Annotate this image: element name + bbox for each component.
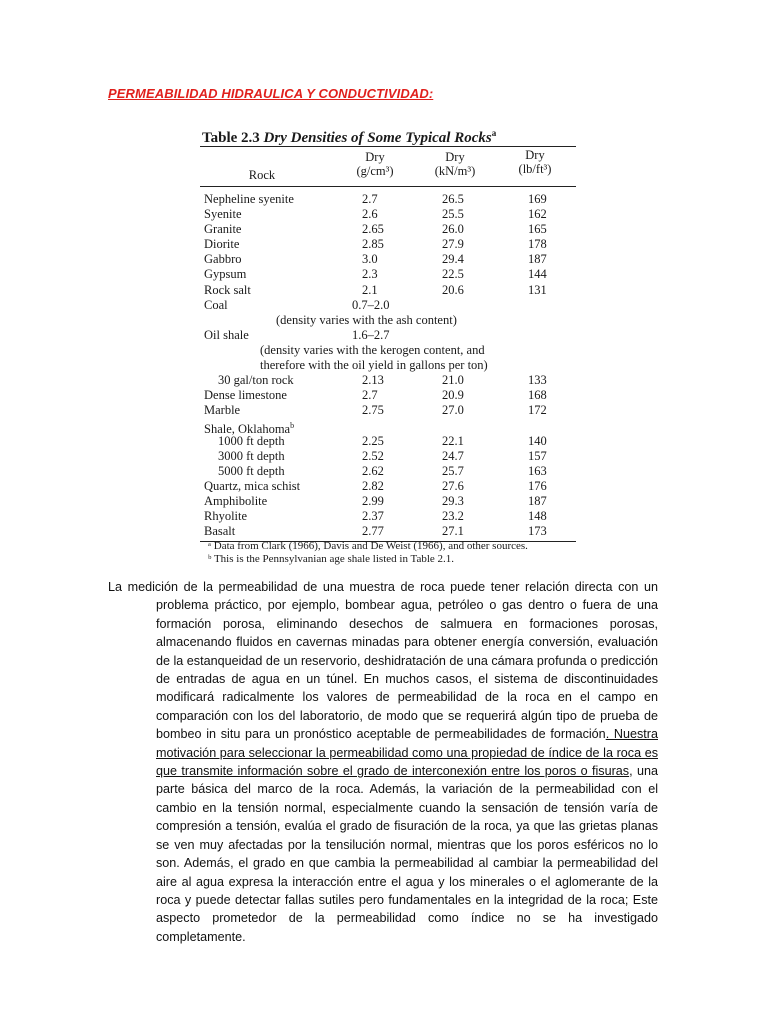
cell-gcm: 2.85 [362,237,384,252]
cell-rock [204,207,242,222]
cell-rock-name: Syenite [204,207,242,222]
table-row [196,283,576,298]
cell-rock-name: Shale, Oklahoma [204,422,291,437]
table-row [196,464,576,479]
cell-knm: 25.5 [442,207,464,222]
table-caption [202,128,496,147]
header-knm-unit: (kN/m³) [434,164,476,178]
cell-lbft: 187 [528,493,547,508]
table-row [196,509,576,524]
cell-rock-name: Gypsum [204,267,247,282]
table-row [196,494,576,509]
cell-gcm: 2.62 [362,463,384,478]
footnote-a: ᵃ Data from Clark (1966), Davis and De Weist (1966), and other sources. [208,540,528,552]
cell-knm: 22.1 [442,433,464,448]
cell-gcm: 2.25 [362,433,384,448]
cell-lbft: 144 [528,267,547,282]
table-row [196,524,576,539]
paragraph-text-1: La medición de la permeabilidad de una muestra de roca puede tener relación directa con un problema práctico, por ejemplo, bombear agua, petróleo o gas dentro o fuera de una formación porosa, eliminando desechos de salmuera en formaciones porosas, almacenando fluidos en cavernas minadas para obtener energía conversión, evaluación de la estanqueidad de un reservorio, deshidratación de una cámara profunda o predicción de entradas de agua en un túnel. En muchos casos, el sistema de discontinuidades modificará radicalmente los valores de permeabilidad de la roca en el campo en comparación con los del laboratorio, de modo que se requerirá algún tipo de prueba de bombeo in situ para un pronóstico aceptable de permeabilidades de formación [108,580,658,742]
cell-rock-name: Diorite [204,237,240,252]
cell-knm: 20.9 [442,388,464,403]
cell-gcm: 2.13 [362,373,384,388]
table-note: therefore with the oil yield in gallons per ton) [260,358,488,373]
cell-knm: 29.4 [442,252,464,267]
cell-rock [204,298,228,313]
cell-rock [204,267,246,282]
header-lbft [500,148,570,176]
cell-knm: 27.9 [442,237,464,252]
table-caption-sup: a [491,128,497,138]
table-row [196,267,576,282]
cell-rock-name: Amphibolite [204,493,268,508]
cell-lbft: 173 [528,524,547,539]
cell-gcm: 2.52 [362,448,384,463]
header-knm-top: Dry [445,150,465,164]
cell-rock-name: Granite [204,222,242,237]
header-lbft-unit: (lb/ft³) [518,162,552,176]
footnote-b: ᵇ This is the Pennsylvanian age shale listed in Table 2.1. [208,553,455,565]
cell-rock [204,509,247,524]
cell-gcm: 3.0 [362,252,378,267]
cell-rock [204,237,239,252]
cell-lbft: 157 [528,448,547,463]
cell-lbft: 163 [528,463,547,478]
table-row [196,479,576,494]
cell-knm: 26.5 [442,192,464,206]
cell-gcm: 2.75 [362,403,384,418]
cell-lbft: 133 [528,373,547,388]
cell-lbft: 165 [528,222,547,237]
cell-rock [204,403,240,418]
cell-rock-name: Coal [204,297,228,312]
cell-gcm: 2.99 [362,493,384,508]
cell-lbft: 168 [528,388,547,403]
cell-rock [218,434,285,449]
cell-rock [204,192,294,207]
cell-lbft: 187 [528,252,547,267]
cell-knm: 25.7 [442,463,464,478]
table-row [196,434,576,449]
cell-knm: 29.3 [442,493,464,508]
cell-knm: 27.1 [442,524,464,539]
cell-gcm: 2.1 [362,282,378,297]
paragraph-text-2: , una parte básica del marco de la roca. Además, la variación de la permeabilidad con el cambio en la tensión normal, especialmente cuando la sensación de tensión varía de compresión a tensión, evalúa el grado de fisuración de la roca, ya que las grietas planas se ven muy afectadas por la tensilución normal, mientras que los poros esféricos no lo son. Además, el grado en que cambia la permeabilidad al cambiar la permeabilidad del aire al agua expresa la interacción entre el agua y los minerales o el aglomerante de la roca y puede detectar fallas sutiles pero fundamentales en la integridad de la roca; Este aspecto prometedor de la permeabilidad como índice no se ha investigado completamente. [156,764,658,944]
cell-lbft: 178 [528,237,547,252]
header-knm [420,150,490,178]
table-row [196,328,576,343]
cell-gcm: 2.3 [362,267,378,282]
cell-rock-name: Marble [204,403,241,418]
cell-gcm: 2.7 [362,192,378,206]
cell-rock [204,328,249,343]
header-gcm [340,150,410,178]
table-row [196,449,576,464]
cell-rock-name: Basalt [204,524,236,539]
cell-knm: 27.6 [442,478,464,493]
cell-rock [204,479,300,494]
table-header-rule [200,186,576,187]
cell-rock-sup: b [290,421,295,431]
cell-knm: 23.2 [442,508,464,523]
cell-rock [218,464,285,479]
table-top-rule [200,146,576,147]
cell-gcm: 2.7 [362,388,378,403]
cell-rock-name: Oil shale [204,327,249,342]
table-row [196,237,576,252]
table-row [196,418,576,437]
cell-lbft: 176 [528,478,547,493]
header-gcm-top: Dry [365,150,385,164]
cell-rock [218,449,285,464]
cell-rock-name: 5000 ft depth [218,463,285,478]
cell-rock [204,494,267,509]
cell-lbft: 140 [528,433,547,448]
table-row [196,222,576,237]
header-lbft-top: Dry [525,148,545,162]
header-rock: Rock [248,168,276,182]
cell-knm: 22.5 [442,267,464,282]
cell-rock [204,252,242,267]
table-row [196,192,576,207]
table-row [196,403,576,418]
cell-rock-name: 3000 ft depth [218,448,285,463]
cell-rock [218,373,294,388]
cell-knm: 20.6 [442,282,464,297]
cell-gcm: 2.37 [362,508,384,523]
cell-lbft: 131 [528,282,547,297]
cell-knm: 27.0 [442,403,464,418]
header-gcm-unit: (g/cm³) [356,164,394,178]
cell-gcm: 2.77 [362,524,384,539]
cell-gcm: 2.82 [362,478,384,493]
scanned-table [196,114,576,570]
cell-knm: 24.7 [442,448,464,463]
table-note: (density varies with the ash content) [276,312,457,327]
cell-lbft: 162 [528,207,547,222]
cell-lbft: 172 [528,403,547,418]
cell-rock [204,222,241,237]
cell-gcm: 0.7–2.0 [352,297,390,312]
table-note: (density varies with the kerogen content, and [260,342,485,357]
table-row [196,252,576,267]
table-row [196,373,576,388]
cell-lbft: 148 [528,508,547,523]
table-title: Dry Densities of Some Typical Rocks [263,130,492,146]
cell-rock-name: Rhyolite [204,508,248,523]
cell-rock-name: 30 gal/ton rock [218,373,294,388]
cell-rock-name: Nepheline syenite [204,192,294,206]
table-row [196,207,576,222]
cell-rock-name: Quartz, mica schist [204,478,301,493]
cell-rock-name: 1000 ft depth [218,433,285,448]
section-heading: PERMEABILIDAD HIDRAULICA Y CONDUCTIVIDAD: [108,86,434,101]
cell-gcm: 1.6–2.7 [352,327,390,342]
table-row [196,298,576,313]
cell-knm: 26.0 [442,222,464,237]
cell-gcm: 2.6 [362,207,378,222]
table-body [196,192,576,539]
cell-rock-name: Gabbro [204,252,242,267]
paragraph-underlined: . Nuestra motivación para seleccionar la permeabilidad como una propiedad de índice de la roca es que transmite información sobre el grado de interconexión entre los poros o fisuras [156,727,658,779]
cell-knm: 21.0 [442,373,464,388]
cell-rock [204,283,251,298]
table-row [196,388,576,403]
cell-rock [204,388,287,403]
cell-rock-name: Rock salt [204,282,251,297]
body-paragraph [108,578,658,946]
cell-gcm: 2.65 [362,222,384,237]
cell-rock-name: Dense limestone [204,388,287,403]
cell-lbft: 169 [528,192,547,206]
cell-rock [204,524,235,539]
table-number: Table 2.3 [202,130,260,146]
